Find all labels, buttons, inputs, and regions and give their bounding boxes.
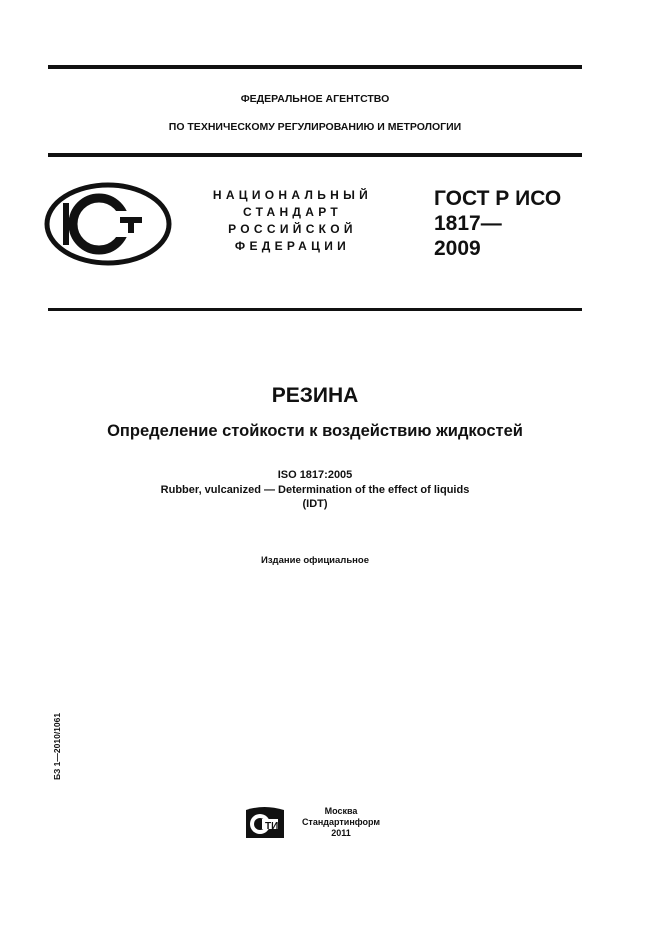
- agency-line-2: ПО ТЕХНИЧЕСКОМУ РЕГУЛИРОВАНИЮ И МЕТРОЛОГИИ: [168, 121, 462, 133]
- divider: [48, 308, 582, 311]
- iso-title: Rubber, vulcanized — Determination of the effect of liquids: [160, 483, 470, 496]
- edition-label: Издание официальное: [261, 555, 369, 566]
- publisher-year: 2011: [331, 828, 351, 838]
- rst-logo: [44, 181, 174, 267]
- designation-line: ГОСТ Р ИСО: [434, 187, 562, 210]
- standartinform-logo: [244, 806, 286, 840]
- standard-type-line: ФЕДЕРАЦИИ: [234, 239, 351, 253]
- side-note: БЗ 1—2010/1061: [52, 712, 62, 780]
- standard-type-line: СТАНДАРТ: [242, 205, 343, 219]
- agency-line-1: ФЕДЕРАЛЬНОЕ АГЕНТСТВО: [240, 93, 390, 105]
- designation-line: 2009: [434, 237, 481, 260]
- divider: [48, 153, 582, 157]
- iso-idt: (IDT): [302, 498, 328, 510]
- standard-designation: [434, 186, 561, 261]
- publisher-info: [292, 806, 390, 839]
- standard-type: [195, 187, 390, 255]
- standard-type-line: РОССИЙСКОЙ: [228, 222, 357, 236]
- svg-text:ТИ: ТИ: [265, 821, 279, 832]
- iso-reference: [48, 468, 582, 512]
- divider: [48, 65, 582, 69]
- iso-number: ISO 1817:2005: [277, 469, 353, 481]
- standard-type-line: НАЦИОНАЛЬНЫЙ: [212, 188, 373, 202]
- document-title: РЕЗИНА: [271, 384, 359, 407]
- designation-line: 1817—: [434, 212, 502, 235]
- document-subtitle: Определение стойкости к воздействию жидкостей: [107, 422, 523, 440]
- publisher-name: Стандартинформ: [301, 817, 381, 827]
- publisher-city: Москва: [324, 806, 358, 816]
